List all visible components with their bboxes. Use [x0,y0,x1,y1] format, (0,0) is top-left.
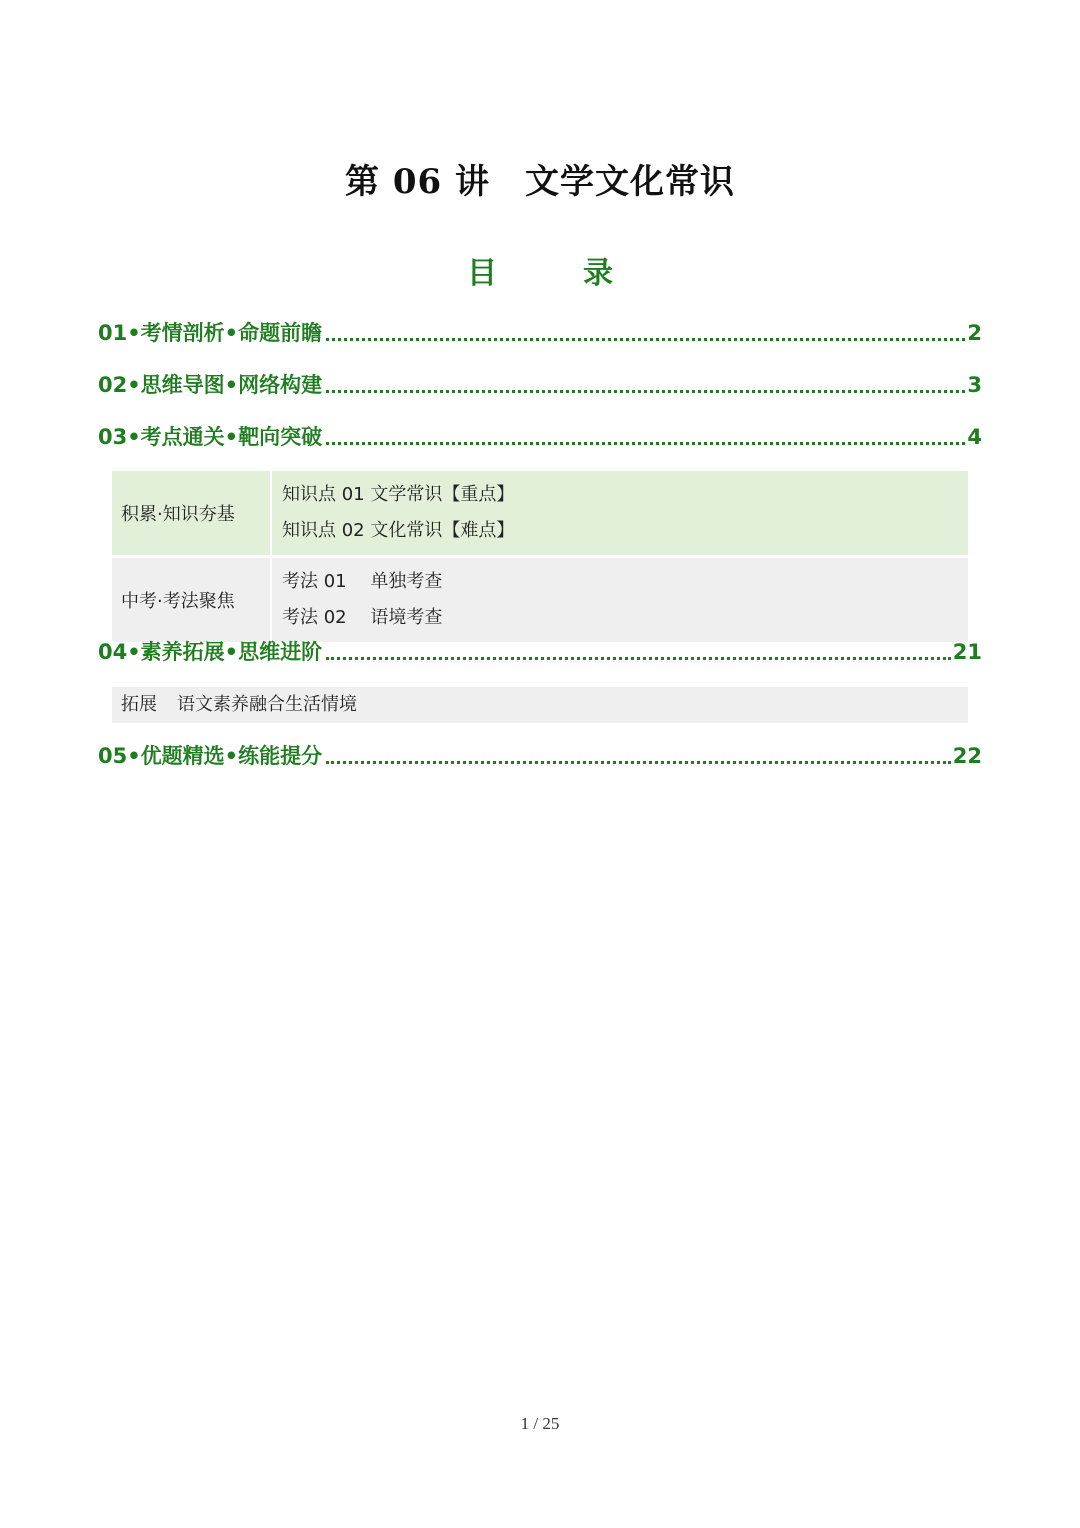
toc-entry-label: 01•考情剖析•命题前瞻 [98,321,323,345]
topic-category: 中考·考法聚焦 [112,558,270,642]
toc-entry-page: 4 [967,425,982,449]
toc-dot-leader [326,657,951,660]
page-number-footer: 1 / 25 [520,1414,560,1433]
toc-entry-page: 3 [967,373,982,397]
toc-dot-leader [326,442,965,445]
toc-entry-page: 22 [952,744,982,768]
topic-items [272,471,968,555]
toc-entry-label: 04•素养拓展•思维进阶 [98,640,323,664]
toc-entry-label: 02•思维导图•网络构建 [98,373,323,397]
topic-row-knowledge [112,471,968,555]
toc-entry-page: 21 [952,640,982,664]
extension-text: 语文素养融合生活情境 [177,694,357,715]
toc-entry-04[interactable] [98,635,982,667]
topic-category: 积累·知识夯基 [112,471,270,555]
topic-item[interactable]: 知识点 01 文学常识【重点】 [282,484,515,505]
topic-item[interactable]: 知识点 02 文化常识【难点】 [282,520,515,541]
toc-entry-03[interactable] [98,420,982,452]
topic-items [272,558,968,642]
topic-item[interactable]: 考法 01 单独考查 [282,571,443,592]
toc-heading: 目 录 [467,256,641,291]
toc-dot-leader [326,390,965,393]
toc-entry-label: 05•优题精选•练能提分 [98,744,323,768]
extension-label: 拓展 [121,694,157,715]
toc-entry-page: 2 [967,321,982,345]
topic-table [112,471,968,642]
toc-dot-leader [326,338,965,341]
toc-entry-05[interactable] [98,739,982,771]
toc-entry-01[interactable] [98,316,982,348]
topic-row-exam [112,558,968,642]
page-title: 第 06 讲 文学文化常识 [345,162,735,202]
extension-row[interactable] [112,687,968,723]
toc-dot-leader [326,761,951,764]
topic-item[interactable]: 考法 02 语境考查 [282,607,443,628]
toc-entry-02[interactable] [98,368,982,400]
toc-entry-label: 03•考点通关•靶向突破 [98,425,323,449]
